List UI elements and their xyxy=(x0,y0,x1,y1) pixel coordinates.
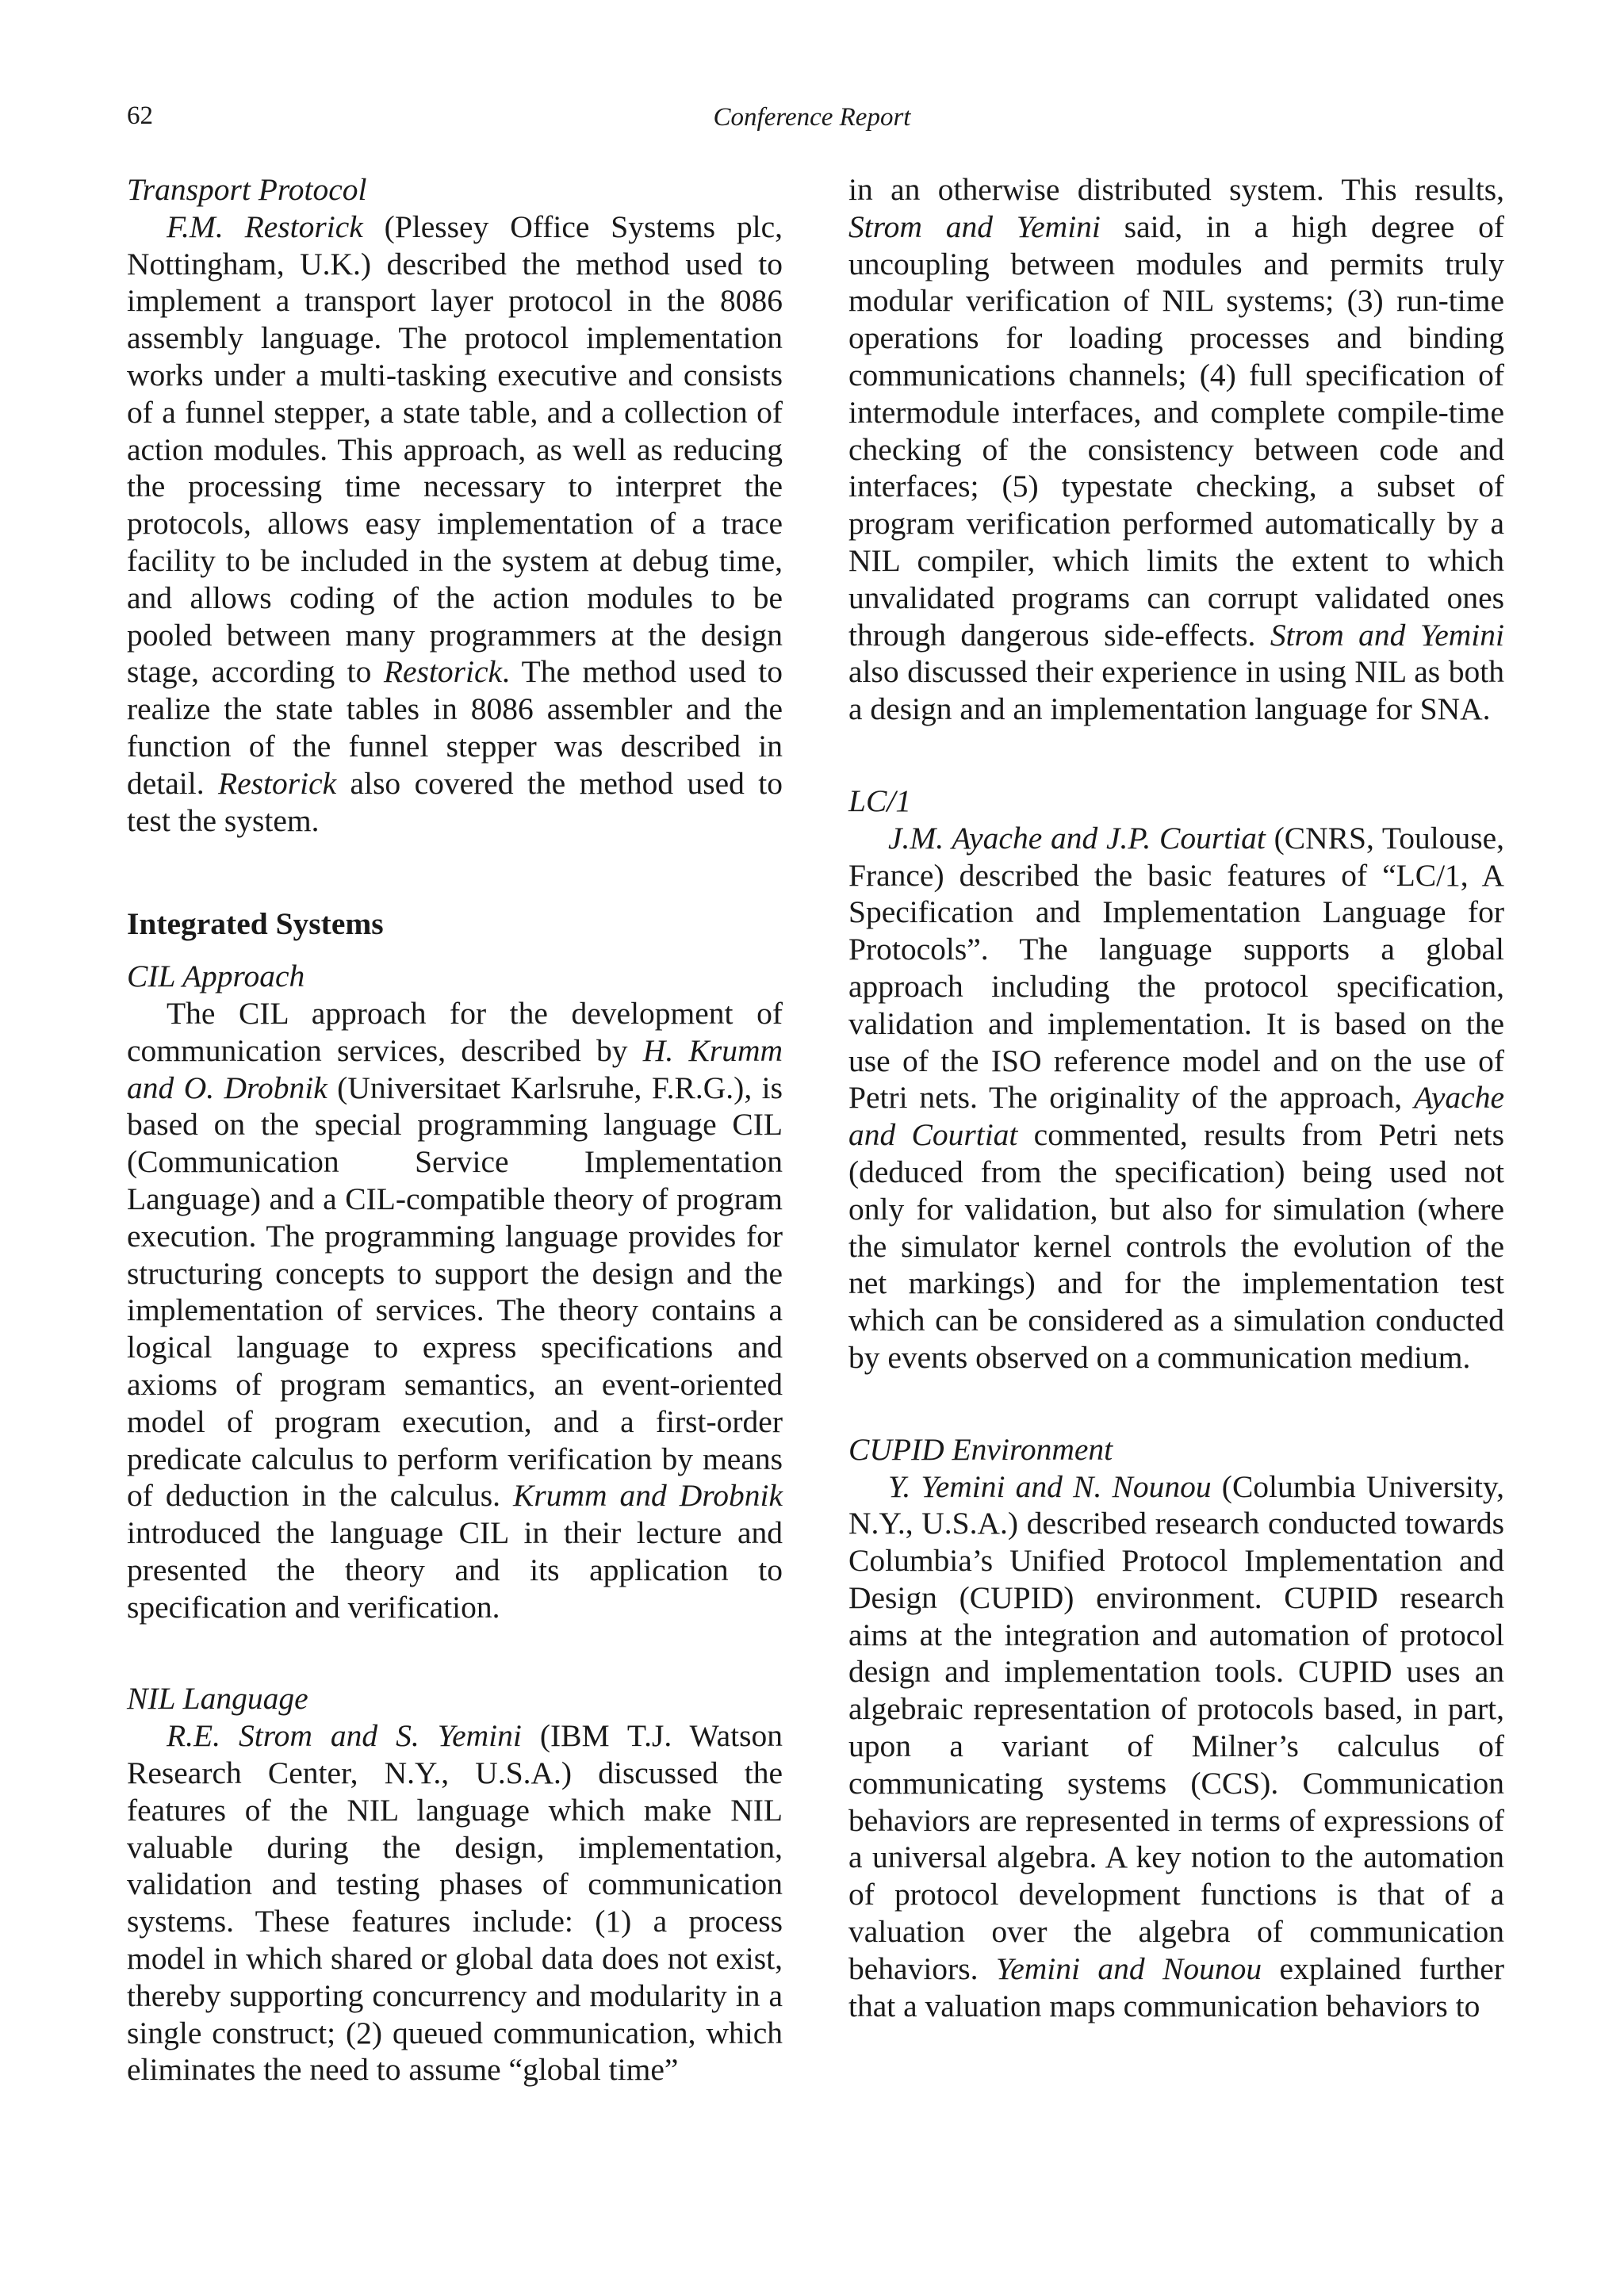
author-names: F.M. Restorick xyxy=(167,209,363,244)
author-names: H. Krumm and O. Drobnik xyxy=(127,1032,783,1105)
paragraph xyxy=(848,820,1504,1376)
paragraph xyxy=(127,209,783,840)
author-names: Strom and Yemini xyxy=(848,209,1101,244)
paragraph xyxy=(848,1468,1504,2025)
running-title: Conference Report xyxy=(713,103,911,132)
text-run: explained further that a valuation maps communication behaviors to xyxy=(848,1951,1504,2023)
author-names: Strom and Yemini xyxy=(1270,617,1504,653)
text-run: (Columbia University, N.Y., U.S.A.) described research conducted towards Columbia’s Unified Protocol Implementation and Design (CUPID) environment. CUPID research aims at the integration and automation of protocol design and implementation tools. CUPID uses an algebraic representation of protocols based, in part, upon a variant of Milner’s calculus of communicating systems (CCS). Communication behaviors are represented in terms of expressions of a universal algebra. A key notion to the automation of protocol development functions is that of a valuation over the algebra of communication behaviors. xyxy=(848,1468,1504,1986)
author-names: R.E. Strom and S. Yemini xyxy=(167,1718,522,1754)
left-column xyxy=(127,171,783,2088)
text-run: also covered the method used to test the system. xyxy=(127,765,783,838)
subsection-title: LC/1 xyxy=(848,783,912,818)
section-heading: Integrated Systems xyxy=(127,906,384,942)
author-names: J.M. Ayache and J.P. Courtiat xyxy=(888,820,1266,856)
subsection-title: Transport Protocol xyxy=(127,172,367,207)
text-run: in an otherwise distributed system. This results, xyxy=(848,172,1504,207)
text-run: commented, results from Petri nets (deduced from the specification) being used not only for validation, but also for simulation (where the simulator kernel controls the evolution of the net markings) and for the implementation test which can be considered as a simulation conducted by events observed on a communication medium. xyxy=(848,1117,1504,1375)
text-run: . The method used to realize the state tables in 8086 assembler and the function of the funnel stepper was described in detail. xyxy=(127,654,783,801)
author-names: Krumm and Drobnik xyxy=(513,1478,783,1514)
text-run: The CIL approach for the development of communication services, described by xyxy=(127,995,783,1068)
text-run: (Universitaet Karlsruhe, F.R.G.), is based on the special programming language CIL (Communication Service Implementation Language) and a CIL-compatible theory of program execution. The programming language provides for structuring concepts to support the design and the implementation of services. The theory contains a logical language to express specifications and axioms of program semantics, an event-oriented model of program execution, and a first-order predicate calculus to perform verification by means of deduction in the calculus. xyxy=(127,1070,783,1514)
text-run: (CNRS, Toulouse, France) described the basic features of “LC/1, A Specification and Implementation Language for Protocols”. The language supports a global approach including the protocol specification, validation and implementation. It is based on the use of the ISO reference model and on the use of Petri nets. The originality of the approach, xyxy=(848,820,1504,1116)
subsection-title: CIL Approach xyxy=(127,959,305,994)
subsection-title: CUPID Environment xyxy=(848,1431,1113,1467)
subsection-title: NIL Language xyxy=(127,1681,308,1717)
author-names: Restorick xyxy=(218,765,337,801)
right-column xyxy=(848,171,1504,2024)
author-names: Yemini and Nounou xyxy=(995,1951,1262,1986)
author-names: Y. Yemini and N. Nounou xyxy=(888,1468,1212,1504)
text-run: introduced the language CIL in their lecture and presented the theory and its application to specification and verification. xyxy=(127,1515,783,1625)
paragraph xyxy=(127,995,783,1626)
text-run: (IBM T.J. Watson Research Center, N.Y., U.S.A.) discussed the features of the NIL language which make NIL valuable during the design, implementation, validation and testing phases of communication systems. These features include: (1) a process model in which shared or global data does not exist, thereby supporting concurrency and modularity in a single construct; (2) queued communication, which eliminates the need to assume “global time” xyxy=(127,1718,783,2088)
paragraph xyxy=(848,171,1504,728)
paragraph xyxy=(127,1717,783,2088)
author-names: Restorick xyxy=(383,654,503,690)
page-number: 62 xyxy=(127,101,153,130)
text-run: (Plessey Office Systems plc, Nottingham, U.K.) described the method used to implement a transport layer protocol in the 8086 assembly language. The protocol implementation works under a multi-tasking executive and consists of a funnel stepper, a state table, and a collection of action modules. This approach, as well as reducing the processing time necessary to interpret the protocols, allows easy implementation of a trace facility to be included in the system at debug time, and allows coding of the action modules to be pooled between many programmers at the design stage, according to xyxy=(127,209,783,690)
author-names: Ayache and Courtiat xyxy=(848,1080,1504,1153)
page-header xyxy=(0,101,1624,149)
text-run: said, in a high degree of uncoupling between modules and permits truly modular verification of NIL systems; (3) run-time operations for loading processes and binding communications channels; (4) full specification of intermodule interfaces, and complete compile-time checking of the consistency between code and interfaces; (5) typestate checking, a subset of program verification performed automatically by a NIL compiler, which limits the extent to which unvalidated programs can corrupt validated ones through dangerous side-effects. xyxy=(848,209,1504,653)
text-run: also discussed their experience in using NIL as both a design and an implementation language for SNA. xyxy=(848,654,1504,727)
